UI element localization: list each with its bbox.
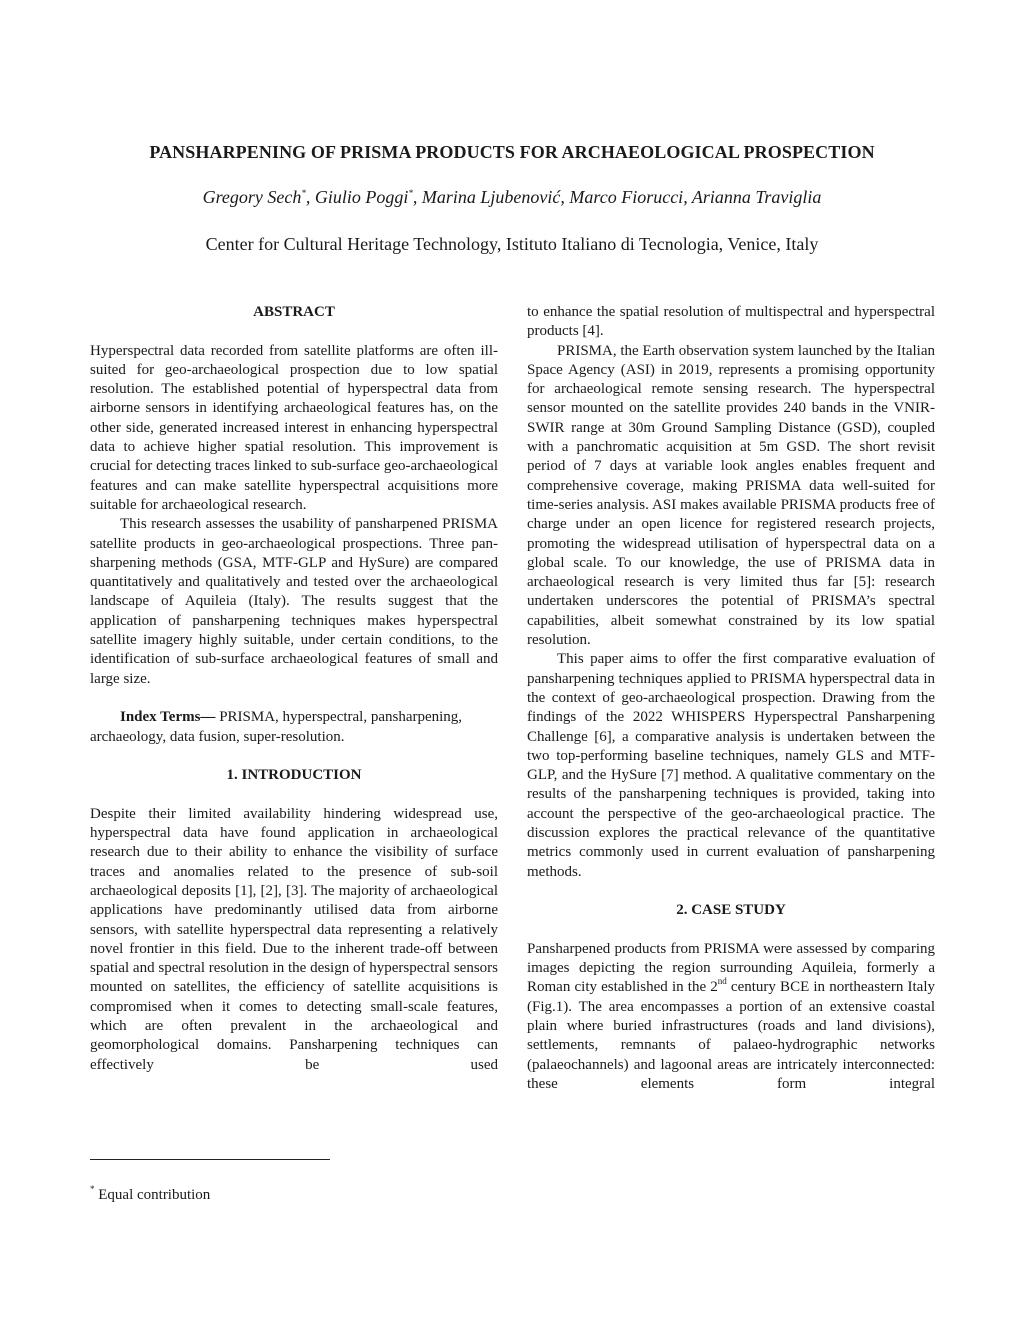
paper-title: PANSHARPENING OF PRISMA PRODUCTS FOR ARCHAEOLOGICAL PROSPECTION xyxy=(149,142,875,162)
section-heading-introduction: 1. INTRODUCTION xyxy=(226,767,362,784)
equal-contribution-mark: * xyxy=(408,188,413,198)
abstract-paragraph: This research assesses the usability of pansharpened PRISMA satellite products in geo-archaeological prospections. Three pan-sharpening methods (GSA, MTF-GLP and HySure) are compared quantitatively and qualitatively and tested over the archaeological landscape of Aquileia (Italy). The results suggest that the application of pansharpening techniques makes hyperspectral satellite imagery highly suitable, under certain conditions, to the identification of sub-surface archaeological features of small and large size. xyxy=(90,516,498,687)
intro-paragraph: This paper aims to offer the first comparative evaluation of pansharpening techniques applied to PRISMA hyperspectral data in the context of geo-archaeological prospection. Drawing from the findings of the 2022 WHISPERS Hyperspectral Pansharpening Challenge [6], a comparative analysis is undertaken between the two top-performing baseline techniques, namely GLS and MTF-GLP, and the HySure [7] method. A qualitative commentary on the results of the pansharpening techniques is provided, taking into account the perspective of the geo-archaeological practice. The discussion explores the practical relevance of the quantitative metrics commonly used in current evaluation of pansharpening methods. xyxy=(527,651,935,880)
footnote-rule xyxy=(90,1159,330,1160)
footnote-text: Equal contribution xyxy=(94,1187,211,1203)
footnote-mark: * xyxy=(90,1184,95,1194)
left-column xyxy=(90,303,498,1075)
equal-contribution-mark: * xyxy=(301,188,306,198)
section-heading-case-study: 2. CASE STUDY xyxy=(676,902,786,919)
index-terms-text: PRISMA, hyperspectral, pansharpening, archaeology, data fusion, super-resolution. xyxy=(90,709,463,745)
authors-rest: , Marina Ljubenović, Marco Fiorucci, Arianna Traviglia xyxy=(412,187,822,207)
author: Gregory Sech xyxy=(202,187,302,207)
right-column xyxy=(527,303,935,1094)
text-run: century BCE in northeastern Italy (Fig.1). The area encompasses a portion of an extensive coastal plain where buried infrastructures (roads and land divisions), settlements, remnants of palaeo-hydrographic networks (palaeochannels) and lagoonal areas are intricately interconnected: these elements form integral xyxy=(527,979,935,1092)
intro-paragraph: PRISMA, the Earth observation system launched by the Italian Space Agency (ASI) in 2019, represents a promising opportunity for archaeological remote sensing research. The hyperspectral sensor mounted on the satellite provides 240 bands in the VNIR-SWIR range at 30m Ground Sampling Distance (GSD), coupled with a panchromatic acquisition at 5m GSD. The short revisit period of 7 days at variable look angles enables frequent and comprehensive coverage, making PRISMA data well-suited for time-series analysis. ASI makes available PRISMA products free of charge under an open licence for registered research projects, promoting the widespread utilisation of hyperspectral data on a global scale. To our knowledge, the use of PRISMA data in archaeological research is very limited thus far [5]: research undertaken underscores the potential of PRISMA’s spectral capabilities, albeit somewhat constrained by its low spatial resolution. xyxy=(527,342,935,649)
author-list xyxy=(0,187,1024,208)
affiliation: Center for Cultural Heritage Technology, Istituto Italiano di Tecnologia, Venice, Italy xyxy=(205,234,819,254)
abstract-paragraph: Hyperspectral data recorded from satellite platforms are often ill-suited for geo-archaeological prospection due to low spatial resolution. The established potential of hyperspectral data from airborne sensors in identifying archaeological features has, on the other side, generated increased interest in enhancing hyperspectral data to achieve higher spatial resolution. This improvement is crucial for detecting traces linked to sub-surface geo-archaeological features and can make satellite hyperspectral acquisitions more suitable for archaeological research. xyxy=(90,342,498,513)
author: , Giulio Poggi xyxy=(305,187,409,207)
intro-paragraph-continued: to enhance the spatial resolution of multispectral and hyperspectral products [4]. xyxy=(527,304,935,340)
intro-paragraph: Despite their limited availability hindering widespread use, hyperspectral data have found application in archaeological research due to their ability to enhance the visibility of surface traces and anomalies related to the presence of sub-soil archaeological deposits [1], [2], [3]. The majority of archaeological applications have predominantly utilised data from airborne sensors, with satellite hyperspectral data representing a relatively novel frontier in this field. Due to the inherent trade-off between spatial and spectral resolution in the design of hyperspectral sensors mounted on satellites, the efficiency of satellite acquisitions is compromised when it comes to detecting small-scale features, which are often prevalent in the archaeological and geomorphological domains. Pansharpening techniques can effectively be used xyxy=(90,805,498,1073)
index-terms-label: Index Terms— xyxy=(120,709,216,726)
footnote xyxy=(90,1184,211,1204)
index-terms xyxy=(90,708,498,747)
ordinal-superscript: nd xyxy=(717,976,727,987)
case-study-paragraph xyxy=(527,940,935,1094)
text-run: Pansharpened products from PRISMA were assessed by comparing images depicting the region surrounding Aquileia, formerly a Roman city established in the 2 xyxy=(527,940,935,996)
abstract-heading: ABSTRACT xyxy=(253,304,335,320)
